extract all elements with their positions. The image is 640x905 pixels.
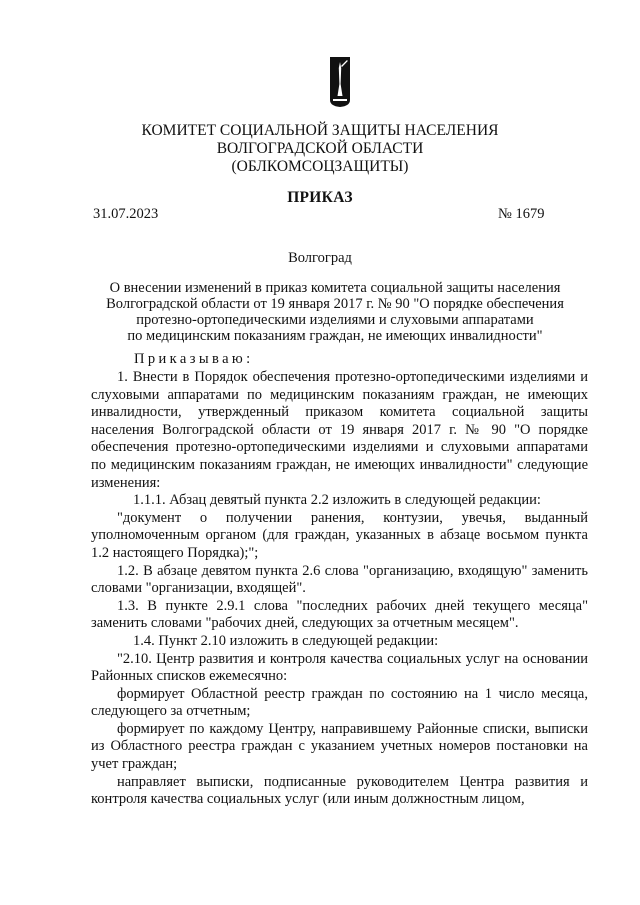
- subject-line: протезно-ортопедическими изделиями и слуховыми аппаратами: [136, 312, 534, 328]
- document-type: ПРИКАЗ: [287, 189, 353, 206]
- paragraph: уполномоченным органом (для граждан, указанных в абзаце восьмом пункта 1.2 настоящего Порядка);";: [91, 527, 588, 561]
- paragraph: "документ о получении ранения, контузии, увечья, выданный: [117, 509, 588, 526]
- document-number: № 1679: [498, 206, 545, 222]
- paragraph: формирует по каждому Центру, направившему Районные списки, выписки из Областного реестра граждан с указанием учетных номеров постановки на учет граждан;: [91, 720, 588, 773]
- organization-abbreviation: (ОБЛКОМСОЦЗАЩИТЫ): [231, 158, 409, 175]
- paragraph: 1. Внести в Порядок обеспечения протезно-ортопедическими изделиями и слуховыми аппаратами по медицинским показаниям граждан, не имеющих инвалидности, утвержденный приказом комитета социальной защиты населения Волгоградской области от 19 января 2017 г. № 90 "О порядке обеспечения протезно-ортопедическими изделиями и слуховыми аппаратами по медицинским показаниям граждан, не имеющих инвалидности" следующие изменения:: [91, 369, 588, 491]
- paragraph: формирует Областной реестр граждан по состоянию на 1 число месяца, следующего за отчетным;: [91, 685, 588, 720]
- organization-region: ВОЛГОГРАДСКОЙ ОБЛАСТИ: [216, 140, 424, 157]
- volgograd-emblem-icon: [329, 56, 351, 108]
- document-city: Волгоград: [288, 250, 352, 266]
- document-subject: [95, 280, 575, 344]
- order-heading: Приказываю:: [134, 351, 254, 367]
- paragraph: 1.1.1. Абзац девятый пункта 2.2 изложить в следующей редакции:: [133, 492, 541, 509]
- subject-line: Волгоградской области от 19 января 2017 г. № 90 "О порядке обеспечения: [106, 296, 564, 312]
- paragraph: 1.2. В абзаце девятом пункта 2.6 слова "организацию, входящую" заменить словами "организации, входящей".: [91, 562, 588, 597]
- organization-name: КОМИТЕТ СОЦИАЛЬНОЙ ЗАЩИТЫ НАСЕЛЕНИЯ: [141, 122, 499, 139]
- subject-line: О внесении изменений в приказ комитета социальной защиты населения: [109, 280, 561, 296]
- paragraph: 1.3. В пункте 2.9.1 слова "последних рабочих дней текущего месяца" заменить словами "рабочих дней, следующих за отчетным месяцем".: [91, 597, 588, 632]
- subject-line: по медицинским показаниям граждан, не имеющих инвалидности": [127, 328, 543, 344]
- paragraph: 1.4. Пункт 2.10 изложить в следующей редакции:: [133, 632, 439, 649]
- paragraph: направляет выписки, подписанные руководителем Центра развития и контроля качества социальных услуг (или иным должностным лицом,: [91, 773, 588, 808]
- paragraph: "2.10. Центр развития и контроля качества социальных услуг на основании Районных списков ежемесячно:: [91, 650, 588, 685]
- document-body: [91, 369, 588, 809]
- document-date: 31.07.2023: [93, 206, 159, 222]
